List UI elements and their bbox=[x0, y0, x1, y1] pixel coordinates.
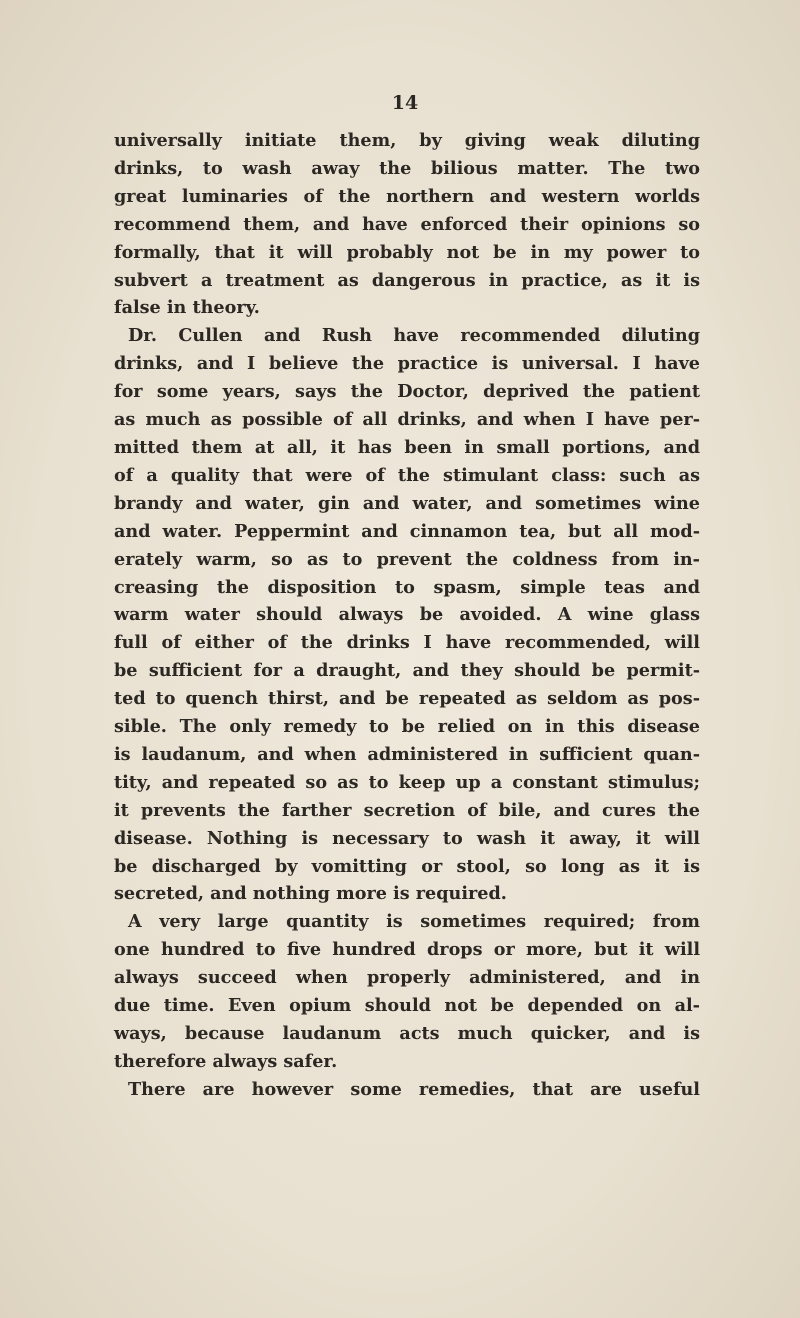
text-line: always succeed when properly administered, and in bbox=[114, 967, 700, 989]
text-line: erately warm, so as to prevent the coldness from in- bbox=[114, 548, 700, 570]
text-line: and water. Peppermint and cinnamon tea, but all mod- bbox=[114, 520, 700, 542]
text-line: recommend them, and have enforced their opinions so bbox=[114, 213, 700, 235]
text-line: subvert a treatment as dangerous in practice, as it is bbox=[114, 269, 700, 291]
text-line: of a quality that were of the stimulant class: such as bbox=[114, 464, 700, 486]
text-line: tity, and repeated so as to keep up a constant stimulus; bbox=[114, 771, 700, 793]
text-line: disease. Nothing is necessary to wash it away, it will bbox=[114, 827, 700, 849]
text-line: it prevents the farther secretion of bile, and cures the bbox=[114, 799, 700, 821]
text-line: mitted them at all, it has been in small portions, and bbox=[114, 436, 700, 458]
text-line: brandy and water, gin and water, and sometimes wine bbox=[114, 492, 700, 514]
text-line: drinks, and I believe the practice is universal. I have bbox=[114, 353, 700, 375]
text-line: be discharged by vomitting or stool, so long as it is bbox=[114, 855, 700, 877]
text-line: universally initiate them, by giving weak diluting bbox=[114, 130, 700, 151]
text-line: warm water should always be avoided. A wine glass bbox=[114, 604, 700, 626]
text-line: one hundred to five hundred drops or more, but it will bbox=[114, 939, 700, 961]
text-line: formally, that it will probably not be in my power to bbox=[114, 241, 700, 263]
text-line: be sufficient for a draught, and they should be permit- bbox=[114, 660, 700, 682]
text-line: great luminaries of the northern and western worlds bbox=[114, 185, 700, 207]
text-line: full of either of the drinks I have recommended, will bbox=[114, 632, 700, 654]
text-line: as much as possible of all drinks, and when I have per- bbox=[114, 409, 700, 431]
text-line: is laudanum, and when administered in sufficient quan- bbox=[114, 743, 700, 765]
text-line: secreted, and nothing more is required. bbox=[114, 883, 507, 905]
text-line: ted to quench thirst, and be repeated as seldom as pos- bbox=[114, 688, 700, 710]
text-line: drinks, to wash away the bilious matter. The two bbox=[114, 157, 700, 179]
text-line: false in theory. bbox=[114, 297, 260, 319]
text-line: due time. Even opium should not be depended on al- bbox=[114, 995, 700, 1017]
text-line: sible. The only remedy to be relied on in this disease bbox=[114, 716, 700, 738]
text-line: ways, because laudanum acts much quicker, and is bbox=[114, 1023, 700, 1044]
body-text bbox=[114, 127, 700, 1104]
text-line: There are however some remedies, that are useful bbox=[128, 1078, 700, 1100]
text-line: A very large quantity is sometimes required; from bbox=[128, 911, 700, 933]
text-line: for some years, says the Doctor, deprived the patient bbox=[114, 381, 700, 403]
text-line: creasing the disposition to spasm, simple teas and bbox=[114, 576, 700, 598]
page-number: 14 bbox=[391, 92, 419, 114]
text-line: Dr. Cullen and Rush have recommended diluting bbox=[128, 325, 700, 347]
text-line: therefore always safer. bbox=[114, 1050, 338, 1072]
